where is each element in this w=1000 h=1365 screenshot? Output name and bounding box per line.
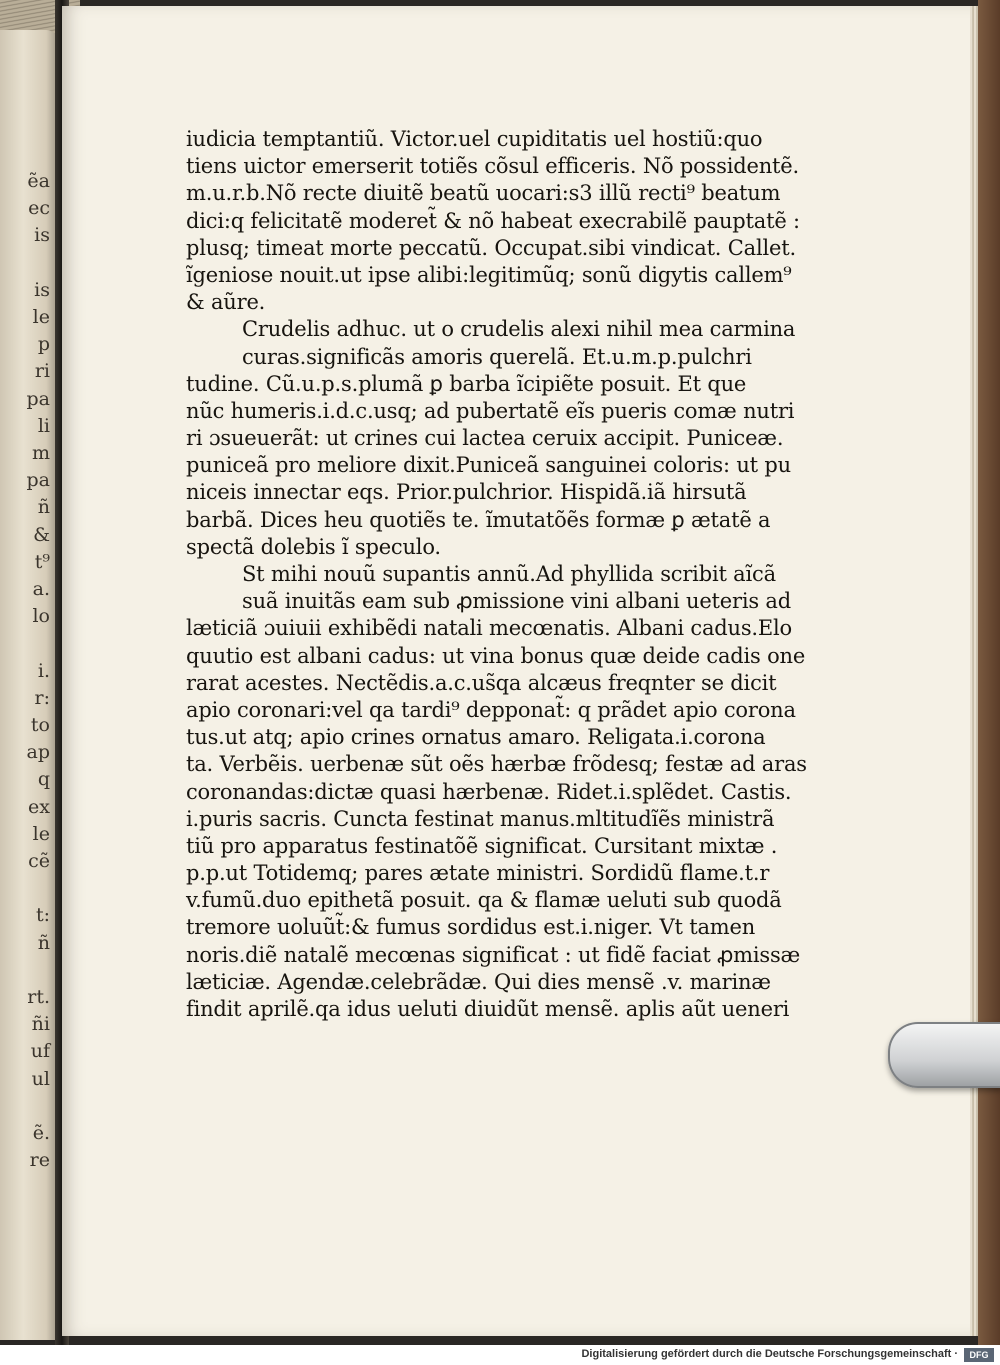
left-facing-page bbox=[0, 30, 58, 1340]
text-line: findit aprilẽ.qa idus ueluti diuidũt mensẽ. aplis aũt ueneri bbox=[186, 997, 790, 1021]
margin-fragment: ul bbox=[31, 1067, 50, 1090]
text-line: p.p.ut Totidemq; pares ætate ministri. Sordidũ flame.t.r bbox=[186, 861, 770, 886]
margin-fragment: a. bbox=[32, 578, 50, 600]
text-line: tremore uoluũt̃:& fumus sordidus est.i.niger. Vt tamen bbox=[186, 915, 756, 940]
text-line: ta. Verbẽis. uerbenæ sũt oẽs hærbæ frõdesq; festæ ad aras bbox=[186, 752, 807, 777]
text-line: tudine. Cũ.u.p.s.plumã ꝑ barba ĩcipiẽte posuit. Et que bbox=[186, 371, 747, 396]
text-line: coronandas:dictæ quasi hærbenæ. Ridet.i.splẽdet. Castis. bbox=[186, 779, 792, 804]
margin-fragment: t: bbox=[35, 904, 50, 927]
margin-fragment: ẽ. bbox=[32, 1122, 50, 1144]
margin-fragment: ñ bbox=[37, 496, 50, 519]
text-line: plusq; timeat morte peccatũ. Occupat.sibi vindicat. Callet. bbox=[186, 235, 796, 260]
margin-fragment: r: bbox=[34, 686, 50, 709]
text-line: barbã. Dices heu quotiẽs te. ĩmutatõẽs formæ ꝑ ætatẽ a bbox=[186, 507, 771, 532]
margin-fragment: is bbox=[34, 278, 50, 301]
dfg-logo: DFG bbox=[964, 1348, 994, 1362]
margin-fragment: le bbox=[32, 822, 50, 845]
text-line: St mihi nouũ supantis annũ.Ad phyllida scribit aĩcã bbox=[242, 562, 776, 586]
margin-fragment: le bbox=[32, 306, 50, 328]
margin-fragment: pa bbox=[26, 387, 50, 410]
book-cover-edge bbox=[978, 0, 1000, 1345]
text-line: spectã dolebis ĩ speculo. bbox=[186, 534, 441, 559]
text-line: tus.ut atq; apio crines ornatus amaro. Religata.i.corona bbox=[186, 725, 766, 750]
text-line: tiens uictor emerserit totiẽs cõsul efficeris. Nõ possidentẽ. bbox=[186, 154, 800, 179]
text-line: puniceã pro meliore dixit.Puniceã sanguinei coloris: ut pu bbox=[186, 453, 791, 478]
margin-fragment: ri bbox=[34, 360, 50, 383]
text-line: quutio est albani cadus: ut vina bonus quæ deide cadis one bbox=[186, 643, 806, 668]
margin-fragment: t⁹ bbox=[34, 550, 50, 573]
text-line: nũc humeris.i.d.c.usq; ad pubertatẽ eĩs pueris comæ nutri bbox=[186, 398, 795, 423]
text-line: i.puris sacris. Cuncta festinat manus.mltitudĩẽs ministrã bbox=[186, 806, 775, 831]
margin-fragment: pa bbox=[26, 469, 50, 492]
text-line: noris.diẽ natalẽ mecœnas significat : ut fidẽ faciat ꝓmissæ bbox=[186, 942, 801, 967]
text-line: v.fumũ.duo epithetã posuit. qa & flamæ ueluti sub quodã bbox=[186, 888, 782, 913]
text-line: ĩgeniose nouit.ut ipse alibi:legitimũq; sonũ digytis callem⁹ bbox=[186, 262, 792, 287]
text-line: dici:q felicitatẽ moderet̃ & nõ habeat execrabilẽ pauptatẽ : bbox=[186, 208, 800, 233]
page-clip bbox=[888, 1022, 1000, 1088]
text-line: rarat acestes. Nectẽdis.a.c.us̃qa alcæus freqnter se dicit bbox=[186, 670, 777, 695]
footer-bar bbox=[0, 1345, 1000, 1365]
text-line: suã inuitãs eam sub ꝓmissione vini albani ueteris ad bbox=[242, 589, 791, 614]
funding-credit: Digitalisierung gefördert durch die Deutsche Forschungsgemeinschaft · bbox=[581, 1348, 958, 1360]
margin-fragment: to bbox=[30, 714, 50, 736]
text-line: Crudelis adhuc. ut o crudelis alexi nihil mea carmina bbox=[242, 317, 796, 342]
margin-fragment: ap bbox=[26, 741, 50, 764]
text-line: m.u.r.b.Nõ recte diuitẽ beatũ uocari:s3 illũ recti⁹ beatum bbox=[186, 181, 781, 206]
margin-fragment: is bbox=[34, 224, 50, 247]
margin-fragment: m bbox=[31, 442, 50, 464]
margin-fragment: ec bbox=[28, 197, 50, 220]
text-line: iudicia temptantiũ. Victor.uel cupiditatis uel hostiũ:quo bbox=[186, 127, 763, 151]
margin-fragment: ñ bbox=[37, 931, 50, 954]
margin-fragment: cẽ bbox=[28, 850, 50, 872]
margin-fragment: ẽa bbox=[27, 170, 50, 192]
margin-fragment: p bbox=[37, 333, 50, 356]
text-line: tiũ pro apparatus festinatõẽ significat. Cursitant mixtæ . bbox=[186, 833, 778, 858]
margin-fragment: lo bbox=[32, 605, 50, 628]
margin-fragment: uf bbox=[30, 1040, 50, 1063]
text-line: apio coronari:vel qa tardi⁹ depponat̃: q prãdet apio corona bbox=[186, 697, 796, 722]
margin-fragment: ex bbox=[28, 795, 50, 818]
text-line: & aũre. bbox=[186, 290, 266, 315]
margin-fragment: & bbox=[33, 523, 50, 546]
text-line: læticiæ. Agendæ.celebrãdæ. Qui dies mensẽ .v. marinæ bbox=[186, 969, 771, 994]
margin-fragment: q bbox=[37, 768, 50, 791]
main-text-block bbox=[186, 126, 807, 1023]
text-line: ri ɔsueuerãt: ut crines cui lactea ceruix accipit. Puniceæ. bbox=[186, 426, 784, 451]
margin-fragment: ñi bbox=[31, 1013, 50, 1036]
margin-fragment: rt. bbox=[27, 986, 50, 1008]
margin-fragment: i. bbox=[37, 659, 50, 682]
text-line: læticiã ɔuiuii exhibẽdi natali mecœnatis. Albani cadus.Elo bbox=[186, 616, 792, 641]
text-line: niceis innectar eqs. Prior.pulchrior. Hispidã.iã hirsutã bbox=[186, 480, 747, 505]
margin-fragment: li bbox=[37, 414, 50, 437]
margin-fragment: re bbox=[29, 1149, 50, 1172]
text-line: curas.significãs amoris querelã. Et.u.m.p.pulchri bbox=[242, 344, 752, 369]
